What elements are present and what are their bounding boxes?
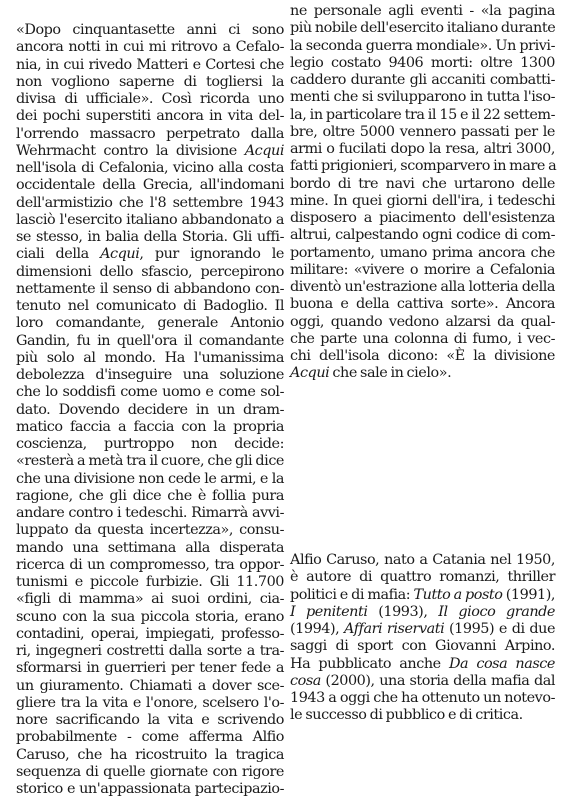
text-line	[290, 365, 555, 382]
italic-division-name: Acqui	[290, 365, 330, 382]
text-line: oggi, quando vedono alzarsi da qual-	[290, 313, 555, 330]
text-line: dimensioni dello sfascio, percepirono	[16, 263, 284, 280]
text-line: fatti prigionieri, scomparvero in mare a	[290, 158, 557, 175]
text-line: luppato da questa incertezza», consu-	[16, 522, 284, 539]
text-line: chi dell'isola dicono: «È la divisione	[290, 348, 555, 364]
text-line	[290, 621, 555, 638]
text-line: contadini, operai, impiegati, professo-	[16, 625, 284, 642]
left-text-column	[16, 22, 284, 798]
text-segment: (1991),	[502, 586, 556, 603]
text-line: tunismi e piccole furbizie. Gli 11.700	[16, 574, 284, 590]
text-line	[16, 246, 284, 263]
text-line: portamento, umano prima ancora che	[290, 244, 555, 261]
text-line: dell'armistizio che l'8 settembre 1943	[16, 194, 284, 211]
text-line: che parte una colonna di fumo, i vec-	[290, 330, 555, 347]
book-title: Affari riservati	[344, 621, 445, 637]
book-title: I penitenti	[290, 603, 368, 620]
text-segment: (2000), una storia della mafia dal	[320, 672, 555, 689]
text-line: disposero a piacimento dell'esistenza	[290, 210, 555, 226]
text-line: lasciò l'esercito italiano abbandonato a	[16, 211, 284, 228]
text-line: storico e un'appassionata partecipazio-	[16, 781, 284, 797]
text-line: mine. In quei giorni dell'ira, i tedeschi	[290, 192, 555, 209]
text-line: nettamente il senso di abbandono con-	[16, 280, 284, 297]
text-line: coscienza, purtroppo non decide:	[16, 436, 284, 452]
text-line: occidentale della Grecia, all'indomani	[16, 177, 284, 194]
text-line: probabilmente - come afferma Alfio	[16, 729, 284, 746]
text-line: bordo di tre navi che urtarono delle	[290, 175, 555, 192]
text-segment: , pur ignorando le	[139, 246, 284, 263]
text-line	[290, 673, 555, 690]
text-line: scuno con la sua piccola storia, erano	[16, 608, 284, 625]
text-line: andare contro i tedeschi. Rimarrà avvi-	[16, 505, 284, 521]
text-line: sequenza di quelle giornate con rigore	[16, 763, 284, 780]
text-line: dato. Dovendo decidere in un dram-	[16, 401, 284, 418]
text-line: matico faccia a faccia con la propria	[16, 418, 284, 435]
text-line: nia, in cui rivedo Matteri e Cortesi che	[16, 56, 284, 73]
text-line: tenuto nel comunicato di Badoglio. Il	[16, 298, 284, 314]
text-segment: politici e di mafia:	[290, 586, 414, 603]
text-line: ne personale agli eventi - «la pagina	[290, 3, 555, 19]
text-line: «resterà a metà tra il cuore, che gli dice	[16, 453, 284, 470]
text-line: loro comandante, generale Antonio	[16, 315, 284, 332]
text-line: «figli di mamma» ai suoi ordini, cia-	[16, 591, 284, 608]
author-bio	[290, 552, 555, 725]
italic-division-name: Acqui	[100, 246, 140, 263]
text-line	[290, 587, 555, 604]
text-segment: che sale in cielo».	[329, 365, 452, 382]
text-line: che una divisione non cede le armi, e la	[16, 470, 284, 487]
text-line: più nobile dell'esercito italiano durante	[290, 20, 556, 37]
text-line: diventò un'estrazione alla lotteria della	[290, 279, 555, 295]
text-line: mando una settimana alla disperata	[16, 539, 284, 556]
book-title: cosa	[290, 672, 321, 689]
text-segment: (1993),	[367, 603, 439, 620]
text-segment: (1994),	[290, 621, 345, 637]
text-line: altrui, calpestando ogni codice di com-	[290, 227, 555, 244]
text-segment: Wehrmacht contro la divisione	[16, 142, 245, 159]
text-line: gliere tra la vita e l'onore, scelsero l'o-	[16, 694, 284, 711]
text-line: nell'isola di Cefalonia, vicino alla costa	[16, 160, 284, 176]
text-line: «Dopo cinquantasette anni ci sono	[16, 22, 284, 38]
book-title: Da cosa nasce	[448, 655, 555, 672]
text-line: Alfio Caruso, nato a Catania nel 1950,	[290, 552, 555, 568]
text-line: sformarsi in guerrieri per tener fede a	[16, 660, 284, 677]
text-line: ricerca di un compromesso, tra oppor-	[16, 556, 284, 573]
book-title: Il gioco grande	[438, 603, 555, 620]
text-line: bre, oltre 5000 vennero passati per le	[290, 123, 555, 140]
italic-division-name: Acqui	[244, 142, 284, 159]
text-line	[290, 656, 555, 673]
text-line: l'orrendo massacro perpetrato dalla	[16, 125, 284, 142]
text-line: menti che si svilupparono in tutta l'iso-	[290, 89, 555, 106]
text-line: un giuramento. Chiamati a dover sce-	[16, 677, 284, 694]
text-line: militare: «vivere o morire a Cefalonia	[290, 261, 555, 278]
text-line: dei pochi superstiti ancora in vita del-	[16, 108, 284, 125]
text-line: la, in particolare tra il 15 e il 22 settem-	[290, 106, 555, 123]
text-segment: (1995) e di due	[444, 621, 556, 637]
text-line: le successo di pubblico e di critica.	[290, 707, 523, 724]
text-line	[290, 604, 555, 621]
text-line: se stesso, in balia della Storia. Gli uffi-	[16, 229, 284, 245]
text-line	[16, 143, 284, 160]
text-segment: Ha pubblicato anche	[290, 655, 449, 672]
text-line: armi o fucilati dopo la resa, altri 3000,	[290, 141, 555, 157]
text-line: più solo al mondo. Ha l'umanissima	[16, 349, 284, 366]
text-line: legio costato 9406 morti: oltre 1300	[290, 54, 555, 71]
text-line: Caruso, che ha ricostruito la tragica	[16, 746, 284, 763]
text-line: caddero durante gli accaniti combatti-	[290, 72, 555, 88]
text-segment: ciali della	[16, 246, 101, 263]
text-line: ragione, che gli dice che è follia pura	[16, 487, 284, 504]
right-text-column	[290, 3, 555, 383]
text-line: 1943 a oggi che ha ottenuto un notevo-	[290, 690, 555, 706]
text-line: divisa di ufficiale». Così ricorda uno	[16, 91, 284, 107]
text-line: che lo soddisfi come uomo e come sol-	[16, 384, 284, 401]
text-line: Gandin, fu in quell'ora il comandante	[16, 332, 284, 349]
book-title: Tutto a posto	[413, 586, 503, 603]
text-line: buona e della cattiva sorte». Ancora	[290, 296, 555, 313]
text-line: debolezza d'inseguire una soluzione	[16, 367, 284, 383]
text-line: ancora notti in cui mi ritrovo a Cefalo-	[16, 39, 284, 56]
text-line: saggi di sport con Giovanni Arpino.	[290, 638, 555, 655]
text-line: nore sacrificando la vita e scrivendo	[16, 712, 284, 728]
text-line: è autore di quattro romanzi, thriller	[290, 569, 555, 586]
text-line: ri, ingegneri costretti dalla sorte a tra-	[16, 643, 284, 659]
text-line: non vogliono saperne di togliersi la	[16, 73, 284, 90]
text-line: la seconda guerra mondiale». Un privi-	[290, 37, 555, 54]
